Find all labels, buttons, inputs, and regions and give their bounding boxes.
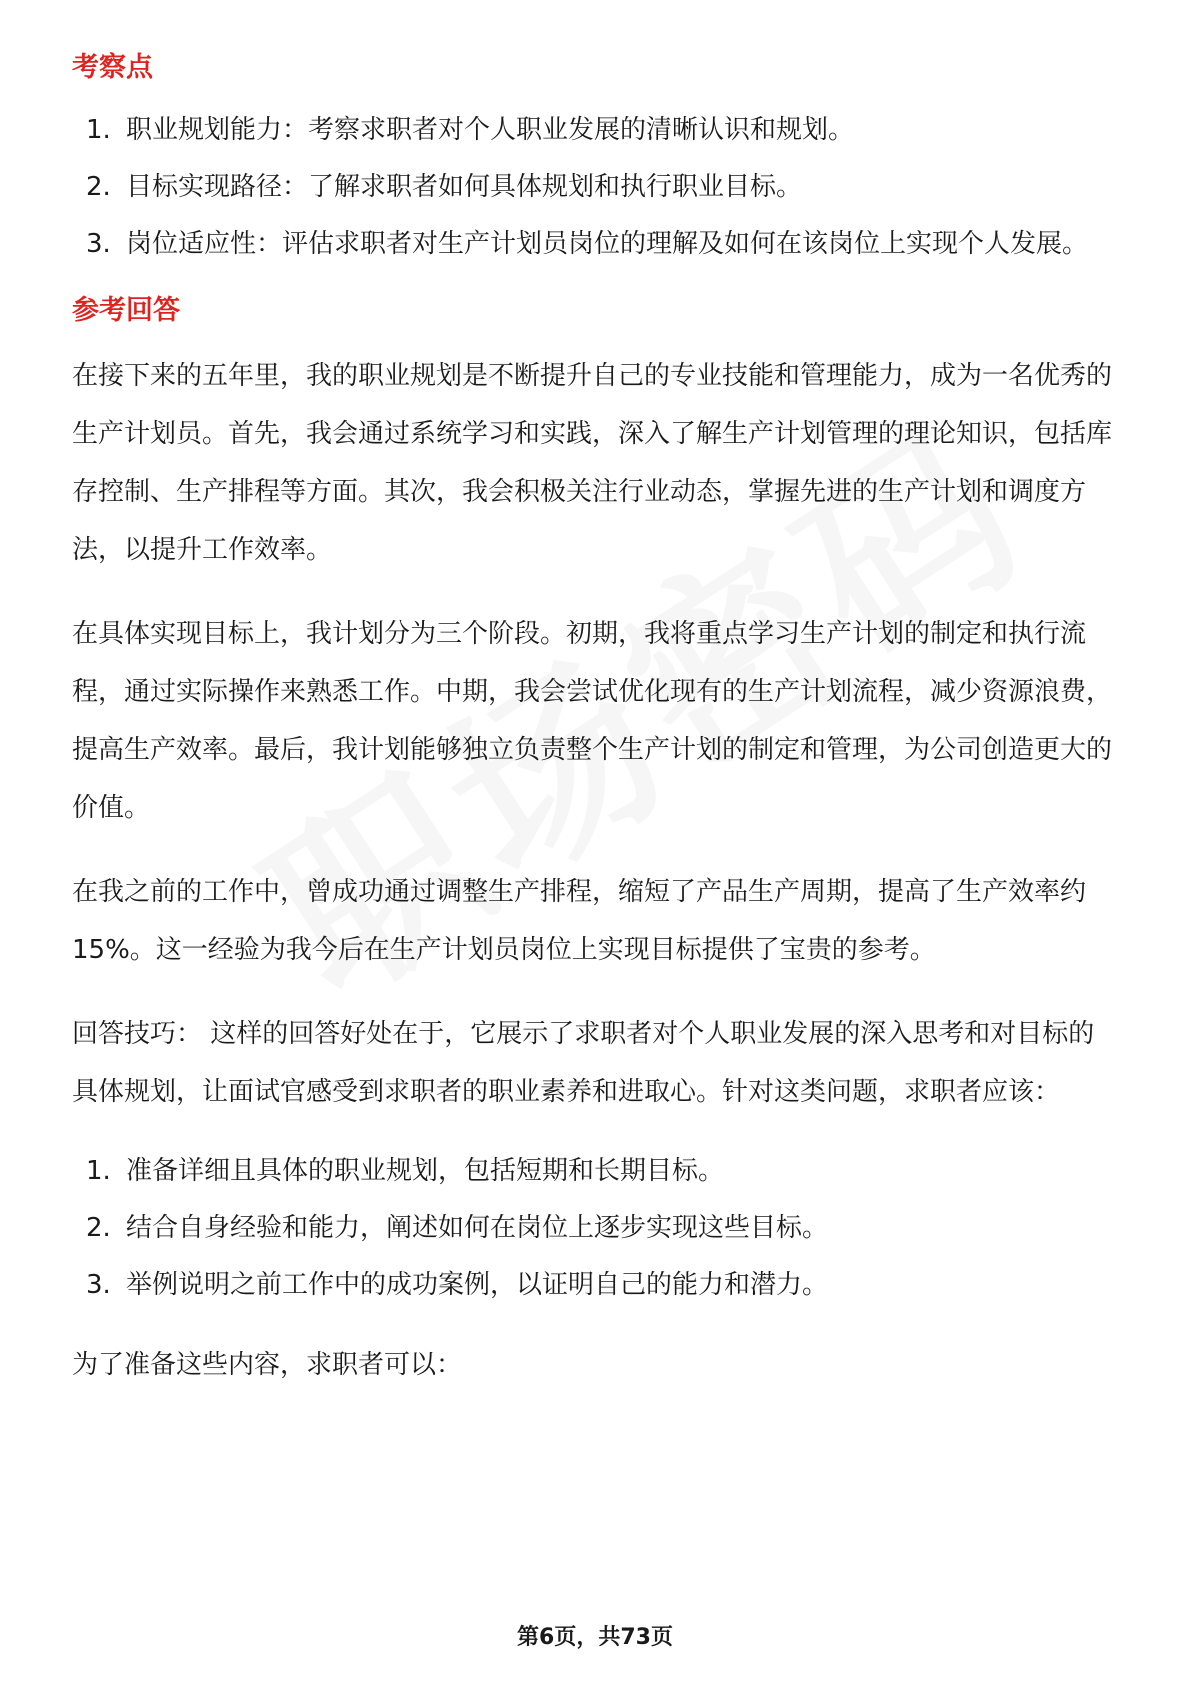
answer-paragraph: 在具体实现目标上，我计划分为三个阶段。初期，我将重点学习生产计划的制定和执行流程，通过实际操作来熟悉工作。中期，我会尝试优化现有的生产计划流程，减少资源浪费，提高生产效率。最后，我计划能够独立负责整个生产计划的制定和管理，为公司创造更大的价值。	[72, 619, 1113, 823]
list-number: 1.	[86, 1156, 111, 1186]
section-heading-reference-answer: 参考回答	[72, 295, 180, 326]
list-item-text: 职业规划能力：考察求职者对个人职业发展的清晰认识和规划。	[126, 115, 855, 145]
document-page	[72, 48, 1118, 1394]
answer-paragraph: 在接下来的五年里，我的职业规划是不断提升自己的专业技能和管理能力，成为一名优秀的生产计划员。首先，我会通过系统学习和实践，深入了解生产计划管理的理论知识，包括库存控制、生产排程等方面。其次，我会积极关注行业动态，掌握先进的生产计划和调度方法，以提升工作效率。	[72, 361, 1113, 565]
list-item-text: 准备详细且具体的职业规划，包括短期和长期目标。	[126, 1156, 725, 1186]
list-item	[72, 1200, 1118, 1257]
list-number: 1.	[86, 115, 111, 145]
list-number: 3.	[86, 229, 111, 259]
list-item	[72, 1143, 1118, 1200]
list-item	[72, 159, 1118, 216]
list-number: 2.	[86, 1213, 111, 1243]
list-item-text: 岗位适应性：评估求职者对生产计划员岗位的理解及如何在该岗位上实现个人发展。	[126, 229, 1089, 259]
list-item-text: 目标实现路径：了解求职者如何具体规划和执行职业目标。	[126, 172, 803, 202]
list-item-text: 举例说明之前工作中的成功案例，以证明自己的能力和潜力。	[126, 1270, 829, 1300]
section-heading-assessment: 考察点	[72, 52, 153, 83]
tips-list	[72, 1143, 1118, 1314]
tips-paragraph: 回答技巧： 这样的回答好处在于，它展示了求职者对个人职业发展的深入思考和对目标的具体规划，让面试官感受到求职者的职业素养和进取心。针对这类问题，求职者应该：	[72, 1019, 1095, 1107]
assessment-list	[72, 102, 1118, 273]
list-item-text: 结合自身经验和能力，阐述如何在岗位上逐步实现这些目标。	[126, 1213, 829, 1243]
list-item	[72, 102, 1118, 159]
answer-paragraph: 在我之前的工作中，曾成功通过调整生产排程，缩短了产品生产周期，提高了生产效率约15%。这一经验为我今后在生产计划员岗位上实现目标提供了宝贵的参考。	[72, 877, 1087, 965]
list-item	[72, 216, 1118, 273]
list-number: 2.	[86, 172, 111, 202]
closing-paragraph: 为了准备这些内容，求职者可以：	[72, 1350, 463, 1380]
page-number: 第6页，共73页	[517, 1625, 673, 1650]
list-item	[72, 1257, 1118, 1314]
list-number: 3.	[86, 1270, 111, 1300]
